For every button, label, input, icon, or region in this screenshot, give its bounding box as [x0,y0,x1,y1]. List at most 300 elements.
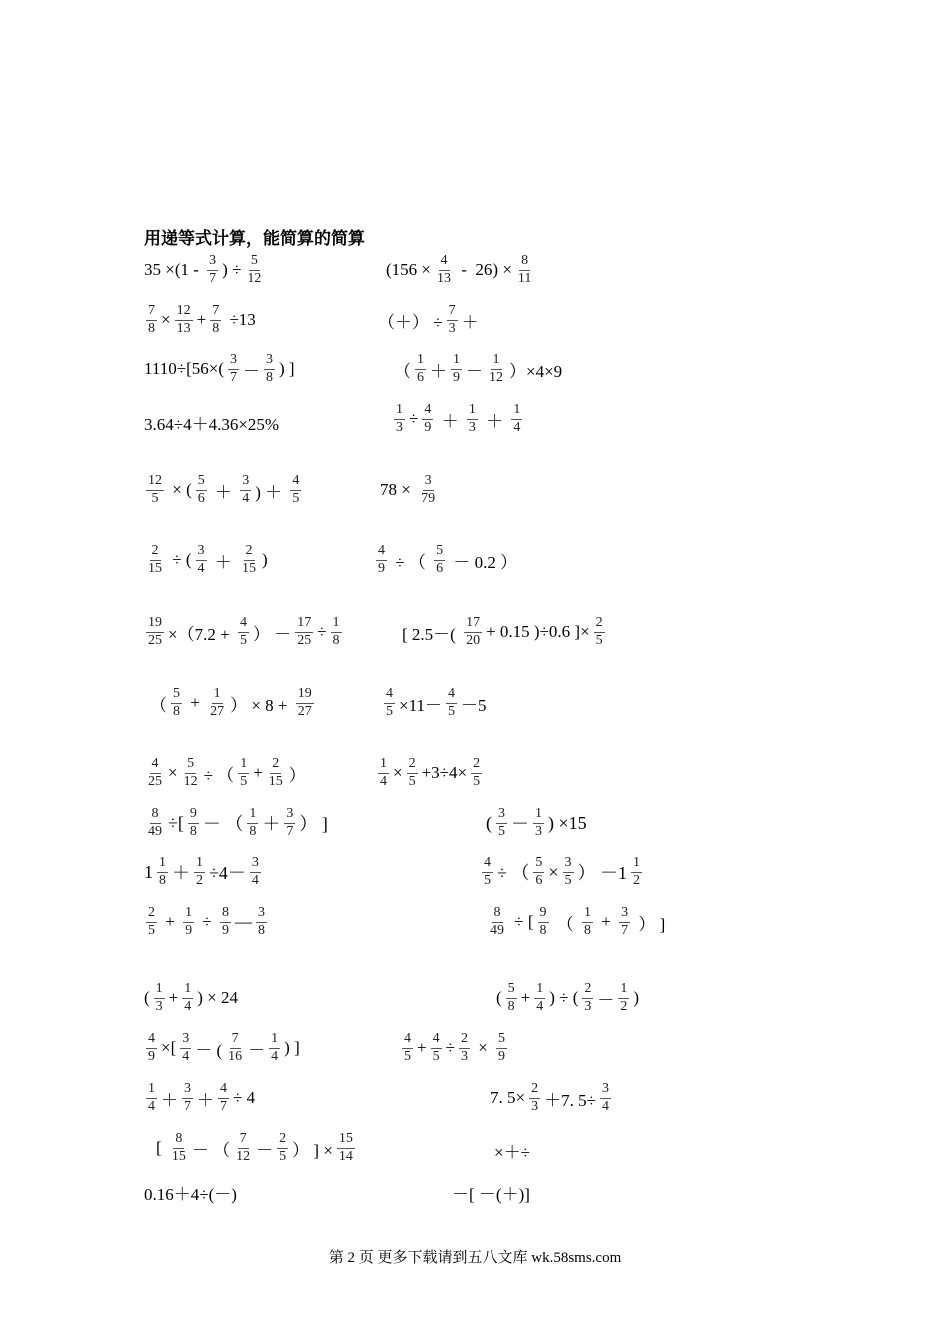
denominator: 8 [159,872,166,888]
numerator: 3 [182,1082,193,1099]
expression-15 [150,687,316,719]
fraction [496,807,507,839]
expr-text: （ [150,695,167,715]
expression-22 [480,856,644,888]
expr-text: －5 [460,695,487,715]
fraction [183,906,194,938]
numerator: 1 [182,982,193,999]
expr-text: （ [394,361,411,381]
expr-text: ＋ [210,482,237,502]
expr-text: ) ] [284,1038,300,1058]
denominator: 9 [378,560,385,576]
denominator: 8 [173,703,180,719]
expr-text: ÷ ( [168,550,192,570]
denominator: 2 [196,872,203,888]
expression-7 [144,410,279,435]
expr-text: ＋ [161,1090,178,1110]
denominator: 25 [148,632,162,648]
numerator: 2 [146,906,157,923]
denominator: 9 [148,1048,155,1064]
denominator: 27 [297,703,312,719]
denominator: 9 [185,922,193,938]
numerator: 2 [594,616,605,633]
fraction [240,544,258,576]
numerator: 7 [447,304,458,321]
numerator: 4 [446,687,457,704]
denominator: 7 [184,1098,191,1114]
fraction [529,1082,540,1114]
numerator: 1 [491,353,502,370]
expr-text: ÷ [409,409,419,429]
numerator: 8 [492,906,503,923]
numerator: 9 [538,906,549,923]
denominator: 7 [209,270,217,286]
expr-text: ÷[ [168,812,184,833]
fraction [506,982,517,1014]
denominator: 5 [432,1048,440,1064]
denominator: 4 [197,560,205,576]
fraction [220,906,231,938]
fraction [196,474,207,506]
fraction [238,616,249,648]
fraction [234,1132,252,1164]
expression-31 [156,1132,357,1164]
expr-text: － [248,1040,266,1060]
expr-text: ) ÷ ( [549,988,579,1008]
expr-text: 1 [144,861,153,882]
fraction [331,616,342,648]
fraction [194,856,205,888]
fraction [218,1082,229,1114]
expression-4 [378,304,479,336]
numerator: 4 [482,856,493,873]
fraction [431,1032,442,1064]
numerator: 19 [296,687,314,704]
expr-text: ( [486,812,492,833]
expr-text: ) [633,988,640,1008]
expr-text: + [520,988,531,1008]
fraction [277,1132,288,1164]
denominator: 27 [210,703,225,719]
expr-text: ＋ [481,411,508,431]
denominator: 6 [436,560,444,576]
numerator: 1 [157,856,168,873]
fraction [563,856,574,888]
fraction [511,403,522,435]
numerator: 3 [496,807,507,824]
numerator: 8 [150,807,161,824]
denominator: 13 [176,320,191,336]
fraction [146,807,164,839]
expr-text: ÷ [ [510,912,534,932]
expression-24 [486,906,665,938]
numerator: 1 [194,856,205,873]
fraction [284,807,295,839]
denominator: 5 [595,632,603,648]
numerator: 1 [631,856,642,873]
denominator: 15 [268,773,283,789]
fraction [154,982,165,1014]
expression-27 [144,1032,300,1064]
expr-text: 78 × [380,480,416,500]
numerator: 9 [188,807,199,824]
fraction [407,757,418,789]
fraction [267,757,285,789]
fraction [245,254,263,286]
denominator: 5 [240,773,248,789]
denominator: 25 [148,773,162,789]
denominator: 3 [584,998,592,1014]
numerator: 4 [431,1032,442,1049]
numerator: 4 [146,1032,157,1049]
numerator: 3 [600,1082,611,1099]
fraction [228,353,239,385]
numerator: 4 [402,1032,413,1049]
denominator: 4 [242,490,250,506]
denominator: 3 [468,419,476,435]
expr-text: 35 ×(1 - [144,260,204,280]
expression-21 [144,856,263,888]
expr-text: 1110÷[56×( [144,359,224,379]
fraction [600,1082,611,1114]
fraction [170,1132,188,1164]
fraction [464,616,482,648]
expression-10 [380,474,439,506]
numerator: 1 [269,1032,280,1049]
denominator: 8 [507,998,515,1014]
expr-text: ) [262,550,268,570]
expr-text: ÷ [198,912,216,932]
expr-text: - 26) × [457,260,512,280]
fraction [250,856,261,888]
denominator: 5 [408,773,416,789]
numerator: 1 [212,687,223,704]
denominator: 3 [535,823,542,839]
denominator: 12 [489,369,503,385]
denominator: 8 [265,369,273,385]
numerator: 7 [238,1132,249,1149]
expr-text: ÷ （ [203,765,235,785]
fraction [376,544,387,576]
denominator: 8 [584,922,591,938]
fraction [446,687,457,719]
denominator: 3 [396,419,403,435]
fraction [516,254,533,286]
denominator: 12 [183,773,198,789]
numerator: 1 [183,906,194,923]
fraction [146,1082,157,1114]
denominator: 4 [184,998,192,1014]
numerator: 4 [218,1082,229,1099]
denominator: 8 [257,922,265,938]
fraction [582,906,593,938]
expression-12 [374,544,517,576]
denominator: 49 [490,922,504,938]
fraction [619,906,630,938]
numerator: 1 [146,1082,157,1099]
fraction [631,856,642,888]
numerator: 1 [238,757,249,774]
denominator: 13 [437,270,451,286]
fraction [459,1032,470,1064]
expr-text: （ [552,914,578,934]
fraction [146,757,164,789]
expr-text: + [168,988,179,1008]
fraction [295,616,313,648]
fraction [188,807,199,839]
expr-text: － [256,1140,274,1160]
fraction [182,1082,193,1114]
expr-text: × [393,763,403,783]
expression-17 [144,757,306,789]
expression-14 [402,616,607,648]
numerator: 17 [464,616,482,633]
fraction [146,474,164,506]
expr-text: ÷ 4 [233,1088,256,1108]
expr-text: + [196,310,207,330]
fraction [157,856,168,888]
numerator: 1 [511,403,522,420]
numerator: 5 [185,757,196,774]
numerator: 8 [519,254,530,271]
expr-text: ) × 24 [197,988,239,1008]
fraction [533,856,544,888]
expression-26 [496,982,639,1014]
denominator: 4 [601,1098,609,1114]
expr-text: － [466,361,483,381]
denominator: 7 [621,922,629,938]
fraction [146,906,157,938]
expression-28 [400,1032,509,1064]
numerator: 3 [284,807,295,824]
denominator: 5 [447,703,455,719]
expr-text: ) ] [278,359,295,379]
denominator: 5 [239,632,247,648]
denominator: 5 [564,872,572,888]
fraction [487,353,505,385]
numerator: 2 [459,1032,470,1049]
expression-20 [486,807,587,839]
fraction [488,906,506,938]
numerator: 3 [619,906,630,923]
expr-text: ＋ [430,361,447,381]
fraction [182,757,200,789]
denominator: 2 [620,998,628,1014]
numerator: 4 [384,687,395,704]
denominator: 5 [279,1148,287,1164]
fraction [182,982,193,1014]
denominator: 5 [148,922,155,938]
fraction [256,906,267,938]
expr-text: ) ×15 [548,812,587,833]
expr-text: 0.16＋4÷(－) [144,1185,237,1204]
expression-9 [144,474,303,506]
expression-32 [494,1138,530,1163]
expr-text: ( [144,988,150,1008]
fraction [467,403,478,435]
denominator: 4 [513,419,521,435]
expr-text: ） ] [634,914,666,934]
denominator: 12 [236,1148,251,1164]
numerator: 1 [378,757,389,774]
fraction [415,353,426,385]
expr-text: (156 × [386,260,431,280]
numerator: 4 [290,474,301,491]
page-title: 用递等式计算，能简算的简算 [144,229,365,249]
fraction [238,757,249,789]
numerator: 5 [506,982,517,999]
numerator: 17 [295,616,313,633]
denominator: 8 [332,632,340,648]
numerator: 4 [422,403,433,420]
denominator: 15 [148,560,162,576]
denominator: 79 [421,490,436,506]
numerator: 3 [207,254,218,271]
expr-text: + [161,912,180,932]
fraction [226,1032,244,1064]
expression-11 [144,544,268,576]
fraction [146,544,164,576]
expr-text: － 0.2 ） [449,552,518,572]
expression-29 [144,1082,255,1114]
fraction [402,1032,413,1064]
denominator: 7 [220,1098,227,1114]
expression-25 [144,982,238,1014]
denominator: 14 [338,1148,353,1164]
expr-text: × [168,763,178,783]
denominator: 8 [148,320,155,336]
denominator: 3 [531,1098,539,1114]
fraction [247,807,258,839]
fraction [538,906,549,938]
denominator: 3 [448,320,456,336]
numerator: 1 [582,906,593,923]
numerator: 3 [563,856,574,873]
numerator: 4 [150,757,161,774]
expr-text: + 0.15 )÷0.6 ]× [486,622,590,642]
numerator: 2 [277,1132,288,1149]
denominator: 5 [473,773,481,789]
numerator: 2 [244,544,255,561]
fraction [175,304,193,336]
expr-text: ＋ [461,312,479,332]
fraction [594,616,605,648]
denominator: 5 [151,490,159,506]
expression-30 [490,1082,613,1114]
denominator: 5 [404,1048,411,1064]
fraction [435,254,453,286]
numerator: 7 [210,304,221,321]
denominator: 15 [171,1148,186,1164]
expr-text: ） － [252,624,292,644]
expr-text: + [597,912,616,932]
expr-text: ×＋÷ [494,1143,530,1162]
denominator: 4 [271,1048,279,1064]
numerator: 3 [228,353,239,370]
denominator: 3 [460,1048,468,1064]
expr-text: 3.64÷4＋4.36×25% [144,415,280,434]
fraction [208,687,226,719]
fraction [447,304,458,336]
fraction [337,1132,355,1164]
fraction [196,544,207,576]
expr-text: ） [288,765,306,785]
fraction [290,474,301,506]
denominator: 9 [498,1048,506,1064]
numerator: 3 [264,353,275,370]
expr-text: ＋ [262,814,281,835]
expr-text: ÷ （ [391,552,431,572]
denominator: 9 [424,419,432,435]
numerator: 1 [533,807,544,824]
numerator: 1 [394,403,405,420]
fraction [146,616,164,648]
expr-text: ×[ [161,1038,177,1058]
numerator: 2 [407,757,418,774]
numerator: 1 [415,353,426,370]
fraction [451,353,462,385]
numerator: 1 [154,982,165,999]
numerator: 4 [238,616,249,633]
expr-text: ÷ [445,1038,455,1058]
denominator: 2 [633,872,641,888]
expression-34 [452,1180,530,1205]
expression-33 [144,1180,237,1205]
numerator: 3 [423,474,434,491]
expr-text: － [242,361,260,381]
expression-5 [144,353,295,385]
fraction [482,856,493,888]
denominator: 7 [229,369,237,385]
denominator: 4 [148,1098,155,1114]
fraction [269,1032,280,1064]
fraction [419,474,437,506]
expression-19 [144,807,328,839]
expr-text: ÷ （ [497,863,530,884]
numerator: 4 [439,254,450,271]
numerator: 1 [467,403,478,420]
expression-13 [144,616,344,648]
expr-text: ) ÷ [222,260,242,280]
fraction [296,687,314,719]
expr-text: － （ [202,814,244,835]
denominator: 5 [386,703,393,719]
fraction [378,757,389,789]
fraction [171,687,182,719]
numerator: 15 [337,1132,355,1149]
fraction [582,982,593,1014]
numerator: 5 [533,856,544,873]
expr-text: ＋ [437,411,463,431]
fraction [146,304,157,336]
fraction [146,1032,157,1064]
denominator: 25 [297,632,312,648]
fraction [533,807,544,839]
expr-text: + [417,1038,427,1058]
fraction [240,474,251,506]
expr-text: 7. 5× [490,1088,526,1108]
denominator: 4 [251,872,259,888]
denominator: 9 [453,369,460,385]
denominator: 16 [228,1048,243,1064]
numerator: 7 [146,304,157,321]
denominator: 11 [517,270,532,286]
expr-text: － （ [191,1140,231,1160]
denominator: 8 [539,922,547,938]
numerator: 3 [240,474,251,491]
denominator: 5 [292,490,300,506]
expr-text: + [253,763,263,783]
